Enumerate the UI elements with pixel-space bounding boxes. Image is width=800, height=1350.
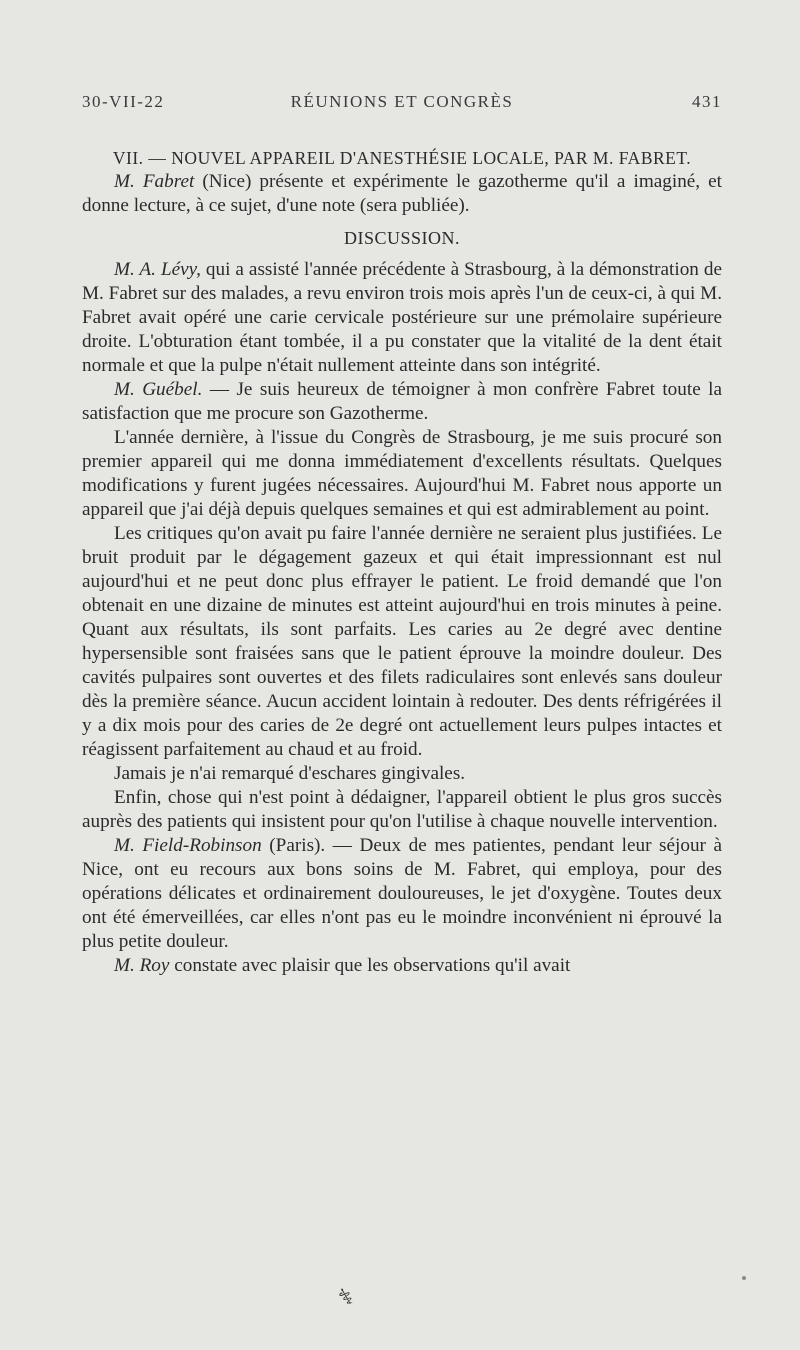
paragraph-text: (Nice) présente et expérimente le gazotherme qu'il a imaginé, et donne lecture, à ce sujet, d'une note (sera publiée). bbox=[82, 171, 722, 216]
section-title: VII. — NOUVEL APPAREIL D'ANESTHÉSIE LOCALE, PAR M. FABRET. bbox=[112, 148, 692, 168]
speaker-name: M. Roy bbox=[114, 955, 170, 976]
paragraph-guebel-2 bbox=[82, 426, 722, 522]
running-title: RÉUNIONS ET CONGRÈS bbox=[290, 92, 514, 111]
paragraph-guebel-3 bbox=[82, 522, 722, 762]
paragraph-text: Jamais je n'ai remarqué d'eschares gingivales. bbox=[114, 763, 466, 784]
speaker-name: M. Fabret bbox=[114, 171, 195, 192]
paragraph-text: Les critiques qu'on avait pu faire l'année dernière ne seraient plus justifiées. Le bruit produit par le dégagement gazeux et qui était impressionnant est nul aujourd'hui et ne peut donc plus effrayer le patient. Le froid demandé que l'on obtenait en une dizaine de minutes est atteint aujourd'hui en trois minutes à peine. Quant aux résultats, ils sont parfaits. Les caries au 2e degré avec dentine hypersensible sont fraisées sans que le patient éprouve la moindre douleur. Des cavités pulpaires sont ouvertes et des filets radiculaires sont enlevés sans douleur dès la première séance. Aucun accident lointain à redouter. Des dents réfrigérées il y a dix mois pour des caries de 2e degré ont actuellement leurs pulpes intactes et réagissent parfaitement au chaud et au froid. bbox=[82, 523, 722, 760]
paragraph-text: Enfin, chose qui n'est point à dédaigner, l'appareil obtient le plus gros succès auprès des patients qui insistent pour qu'on l'utilise à chaque nouvelle intervention. bbox=[82, 787, 722, 832]
paragraph-roy bbox=[82, 954, 722, 978]
speaker-name: M. Field-Robinson bbox=[114, 835, 262, 856]
body-text bbox=[82, 146, 722, 978]
paragraph-levy bbox=[82, 258, 722, 378]
speaker-name: M. A. Lévy, bbox=[114, 259, 201, 280]
paragraph-fabret bbox=[82, 170, 722, 218]
paragraph-text: L'année dernière, à l'issue du Congrès de Strasbourg, je me suis procuré son premier appareil qui me donna immédiatement d'excellents résultats. Quelques modifications y furent jugées nécessaires. Aujourd'hui M. Fabret nous apporte un appareil que j'ai déjà depuis quelques semaines et qui est admirablement au point. bbox=[82, 427, 722, 520]
discussion-title: DISCUSSION. bbox=[343, 228, 461, 248]
paper-speck bbox=[742, 1276, 746, 1280]
running-head bbox=[82, 92, 722, 120]
paragraph-text: constate avec plaisir que les observations qu'il avait bbox=[169, 955, 571, 976]
paragraph-guebel-4 bbox=[82, 762, 722, 786]
paragraph-text: — Je suis heureux de témoigner à mon confrère Fabret toute la satisfaction que me procure son Gazotherme. bbox=[82, 379, 722, 424]
paragraph-text: qui a assisté l'année précédente à Strasbourg, à la démonstration de M. Fabret sur des malades, a revu environ trois mois après l'un de ceux-ci, à qui M. Fabret avait opéré une carie cervicale postérieure sur une prémolaire supérieure droite. L'obturation étant tombée, il a pu constater que la vitalité de la dent était normale et que la pulpe n'était nullement atteinte dans son intégrité. bbox=[82, 259, 722, 376]
page-code: 30-VII-22 bbox=[82, 92, 165, 111]
speaker-name: M. Guébel. bbox=[114, 379, 203, 400]
page-number: 431 bbox=[692, 92, 722, 111]
paragraph-text: (Paris). — Deux de mes patientes, pendant leur séjour à Nice, ont eu recours aux bons soins de M. Fabret, qui employa, pour des opérations délicates et ordinairement douloureuses, le jet d'oxygène. Toutes deux ont été émerveillées, car elles n'ont pas eu le moindre inconvénient ni éprouvé la plus petite douleur. bbox=[82, 835, 723, 952]
library-stamp-mark: ⚕ bbox=[334, 1283, 359, 1313]
paragraph-field-robinson bbox=[82, 834, 722, 954]
paragraph-guebel-5 bbox=[82, 786, 722, 834]
paragraph-guebel bbox=[82, 378, 722, 426]
